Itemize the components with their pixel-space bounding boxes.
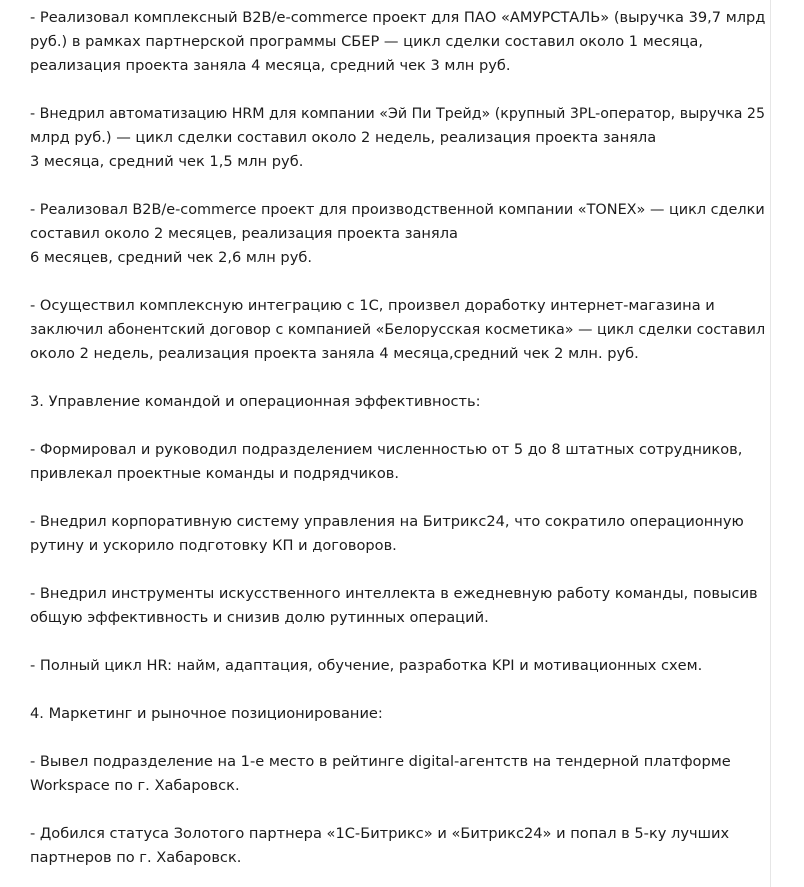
paragraph-bitrix24-system <box>30 510 765 558</box>
text-line: рутину и ускорило подготовку КП и договоров. <box>30 537 397 554</box>
text-line: - Внедрил инструменты искусственного интеллекта в ежедневную работу команды, повысив <box>30 585 758 602</box>
text-line: партнеров по г. Хабаровск. <box>30 849 242 866</box>
paragraph-hrm-automation <box>30 102 765 174</box>
paragraph-gold-partner <box>30 822 765 870</box>
text-line: - Внедрил корпоративную систему управления на Битрикс24, что сократило операционную <box>30 513 744 530</box>
text-line: 4. Маркетинг и рыночное позиционирование: <box>30 705 383 722</box>
text-line: общую эффективность и снизив долю рутинных операций. <box>30 609 489 626</box>
paragraph-amurstal-project <box>30 6 765 78</box>
paragraph-tonex-project <box>30 198 765 270</box>
text-line: около 2 недель, реализация проекта заняла 4 месяца,средний чек 2 млн. руб. <box>30 345 639 362</box>
text-line: 6 месяцев, средний чек 2,6 млн руб. <box>30 249 312 266</box>
paragraph-hr-cycle <box>30 654 765 678</box>
text-line: 3 месяца, средний чек 1,5 млн руб. <box>30 153 304 170</box>
text-line: млрд руб.) — цикл сделки составил около 2 недель, реализация проекта заняла <box>30 129 657 146</box>
text-line: - Вывел подразделение на 1-е место в рейтинге digital-агентств на тендерной платформе <box>30 753 731 770</box>
text-line: составил около 2 месяцев, реализация проекта заняла <box>30 225 458 242</box>
section-heading-marketing <box>30 702 765 726</box>
text-line: - Внедрил автоматизацию HRM для компании «Эй Пи Трейд» (крупный 3PL-оператор, выручка 25 <box>30 105 766 122</box>
text-line: заключил абонентский договор с компанией «Белорусская косметика» — цикл сделки составил <box>30 321 766 338</box>
section-heading-team-management <box>30 390 765 414</box>
paragraph-digital-rating <box>30 750 765 798</box>
text-line: - Реализовал B2B/e-commerce проект для производственной компании «TONEX» — цикл сделки <box>30 201 765 218</box>
paragraph-team-formation <box>30 438 765 486</box>
text-line: - Реализовал комплексный B2B/e-commerce проект для ПАО «АМУРСТАЛЬ» (выручка 39,7 млрд <box>30 9 766 26</box>
text-line: Workspace по г. Хабаровск. <box>30 777 240 794</box>
paragraph-ai-tools <box>30 582 765 630</box>
text-line: руб.) в рамках партнерской программы СБЕР — цикл сделки составил около 1 месяца, <box>30 33 703 50</box>
text-line: реализация проекта заняла 4 месяца, средний чек 3 млн руб. <box>30 57 511 74</box>
text-line: - Осуществил комплексную интеграцию с 1С, произвел доработку интернет-магазина и <box>30 297 715 314</box>
text-line: - Полный цикл HR: найм, адаптация, обучение, разработка KPI и мотивационных схем. <box>30 657 703 674</box>
text-line: - Формировал и руководил подразделением численностью от 5 до 8 штатных сотрудников, <box>30 441 743 458</box>
paragraph-1c-integration <box>30 294 765 366</box>
text-line: привлекал проектные команды и подрядчиков. <box>30 465 400 482</box>
text-line: - Добился статуса Золотого партнера «1С-Битрикс» и «Битрикс24» и попал в 5-ку лучших <box>30 825 730 842</box>
text-line: 3. Управление командой и операционная эффективность: <box>30 393 481 410</box>
scroll-track-edge <box>770 0 771 887</box>
